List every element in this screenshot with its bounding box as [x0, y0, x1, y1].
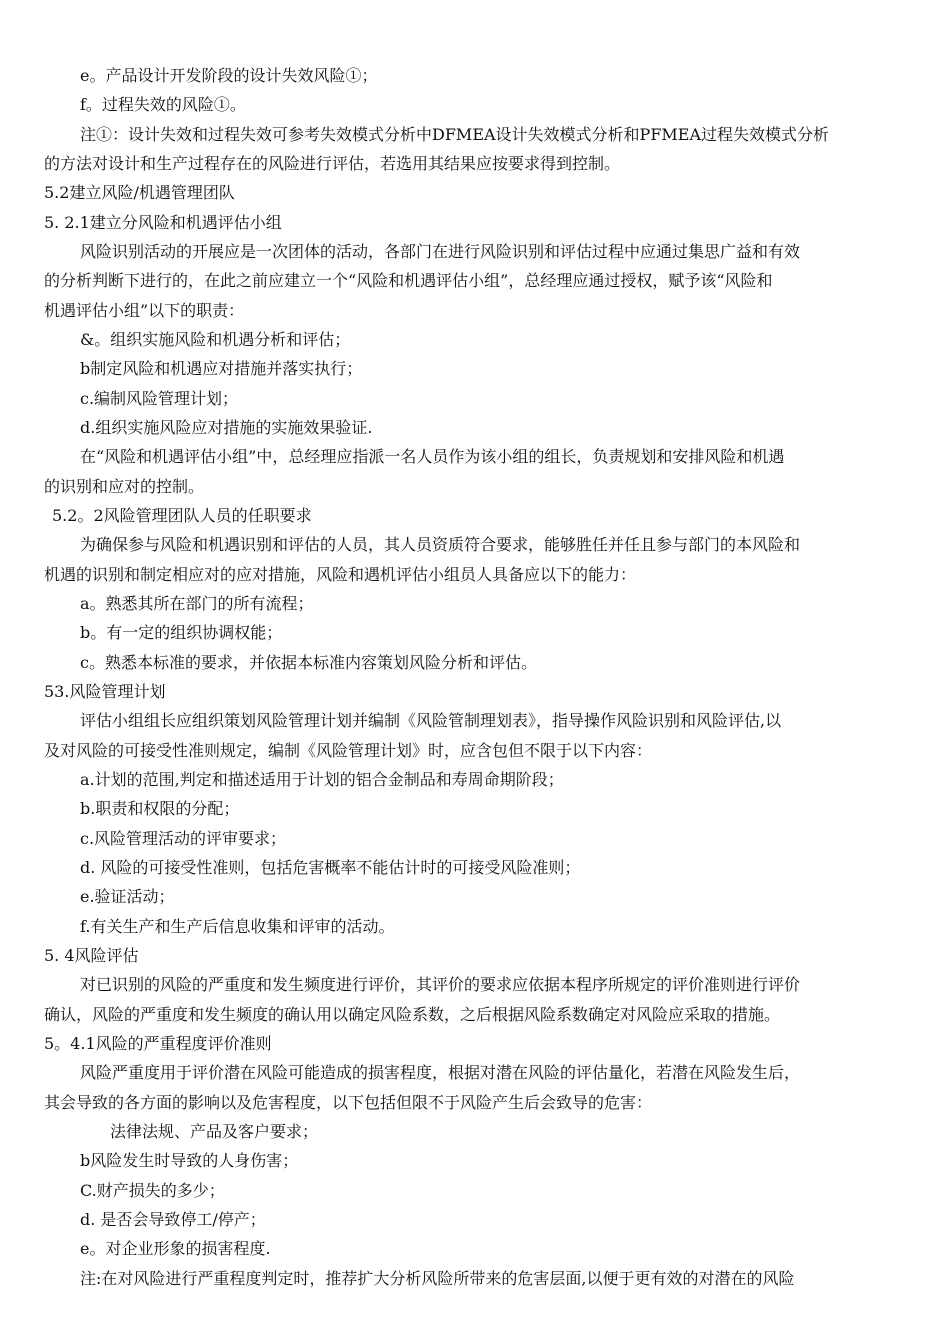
paragraph-team-leader-line-1: 在“风险和机遇评估小组”中，总经理应指派一名人员作为该小组的组长，负责规划和安排风险和机遇 [80, 447, 785, 466]
list-item-ability-b: b。有一定的组织协调权能； [80, 623, 283, 642]
list-item-ability-a: a。熟悉其所在部门的所有流程； [80, 594, 314, 613]
paragraph-qualification-line-2: 机遇的识别和制定相应对的应对措施，风险和遇机评估小组员人具备应以下的能力： [44, 565, 637, 584]
paragraph-plan-line-1: 评估小组组长应组织策划风险管理计划并编制《风险管制理划表》，指导操作风险识别和风险评估,以 [80, 711, 782, 730]
paragraph-plan-line-2: 及对风险的可接受性准则规定，编制《风险管理计划》时，应含包但不限于以下内容： [44, 741, 653, 760]
note-fmea-line-2: 的方法对设计和生产过程存在的风险进行评估，若选用其结果应按要求得到控制。 [44, 154, 621, 173]
list-item-harm-b: b风险发生时导致的人身伤害； [80, 1151, 299, 1170]
list-item-duty-d: d.组织实施风险应对措施的实施效果验证. [80, 418, 373, 437]
list-item-duty-a: &。组织实施风险和机遇分析和评估； [80, 330, 351, 349]
heading-5-3: 53.风险管理计划 [44, 682, 166, 701]
heading-5-2-2: 5.2。2风险管理团队人员的任职要求 [52, 506, 312, 525]
list-item-harm-c: C.财产损失的多少； [80, 1181, 225, 1200]
paragraph-risk-identification-line-1: 风险识别活动的开展应是一次团体的活动，各部门在进行风险识别和评估过程中应通过集思广益和有效 [80, 242, 801, 261]
note-severity-judgment: 注:在对风险进行严重程度判定时，推荐扩大分析风险所带来的危害层面,以便于更有效的对潜在的风险 [80, 1269, 795, 1288]
list-item-duty-c: c.编制风险管理计划； [80, 389, 239, 408]
heading-5-4: 5. 4风险评估 [44, 946, 139, 965]
list-item-ability-c: c。熟悉本标准的要求，并依据本标准内容策划风险分析和评估。 [80, 653, 537, 672]
list-item-duty-b: b制定风险和机遇应对措施并落实执行； [80, 359, 363, 378]
list-item-harm-a: 法律法规、产品及客户要求； [110, 1122, 319, 1141]
list-item-plan-e: e.验证活动； [80, 887, 175, 906]
paragraph-assessment-line-1: 对已识别的风险的严重度和发生频度进行评价，其评价的要求应依据本程序所规定的评价准则进行评价 [80, 975, 801, 994]
paragraph-qualification-line-1: 为确保参与风险和机遇识别和评估的人员，其人员资质符合要求，能够胜任并任且参与部门的本风险和 [80, 535, 801, 554]
heading-5-2: 5.2建立风险/机遇管理团队 [44, 183, 235, 202]
paragraph-risk-identification-line-3: 机遇评估小组”以下的职责： [44, 301, 245, 320]
list-item-plan-b: b.职责和权限的分配； [80, 799, 240, 818]
note-fmea-line-1: 注①：设计失效和过程失效可参考失效模式分析中DFMEA设计失效模式分析和PFMEA过程失效模式分析 [80, 125, 830, 144]
paragraph-severity-line-1: 风险严重度用于评价潜在风险可能造成的损害程度，根据对潜在风险的评估量化，若潜在风险发生后， [80, 1063, 801, 1082]
list-item-e-design-risk: e。产品设计开发阶段的设计失效风险①； [80, 66, 378, 85]
paragraph-severity-line-2: 其会导致的各方面的影响以及危害程度，以下包括但限不于风险产生后会致导的危害： [44, 1093, 653, 1112]
list-item-plan-d: d. 风险的可接受性准则，包括危害概率不能估计时的可接受风险准则； [80, 858, 581, 877]
list-item-harm-d: d. 是否会导致停工/停产； [80, 1210, 266, 1229]
paragraph-risk-identification-line-2: 的分析判断下进行的，在此之前应建立一个“风险和机遇评估小组”，总经理应通过授权，赋予该“风险和 [44, 271, 773, 290]
heading-5-4-1: 5。4.1风险的严重程度评价准则 [44, 1034, 272, 1053]
heading-5-2-1: 5. 2.1建立分风险和机遇评估小组 [44, 213, 282, 232]
list-item-harm-e: e。对企业形象的损害程度. [80, 1239, 271, 1258]
paragraph-team-leader-line-2: 的识别和应对的控制。 [44, 477, 205, 496]
list-item-plan-c: c.风险管理活动的评审要求； [80, 829, 287, 848]
paragraph-assessment-line-2: 确认，风险的严重度和发生频度的确认用以确定风险系数，之后根据风险系数确定对风险应采取的措施。 [44, 1005, 781, 1024]
list-item-plan-f: f.有关生产和生产后信息收集和评审的活动。 [80, 917, 395, 936]
list-item-f-process-risk: f。过程失效的风险①。 [80, 95, 246, 114]
list-item-plan-a: a.计划的范围,判定和描述适用于计划的铝合金制品和寿周命期阶段； [80, 770, 564, 789]
